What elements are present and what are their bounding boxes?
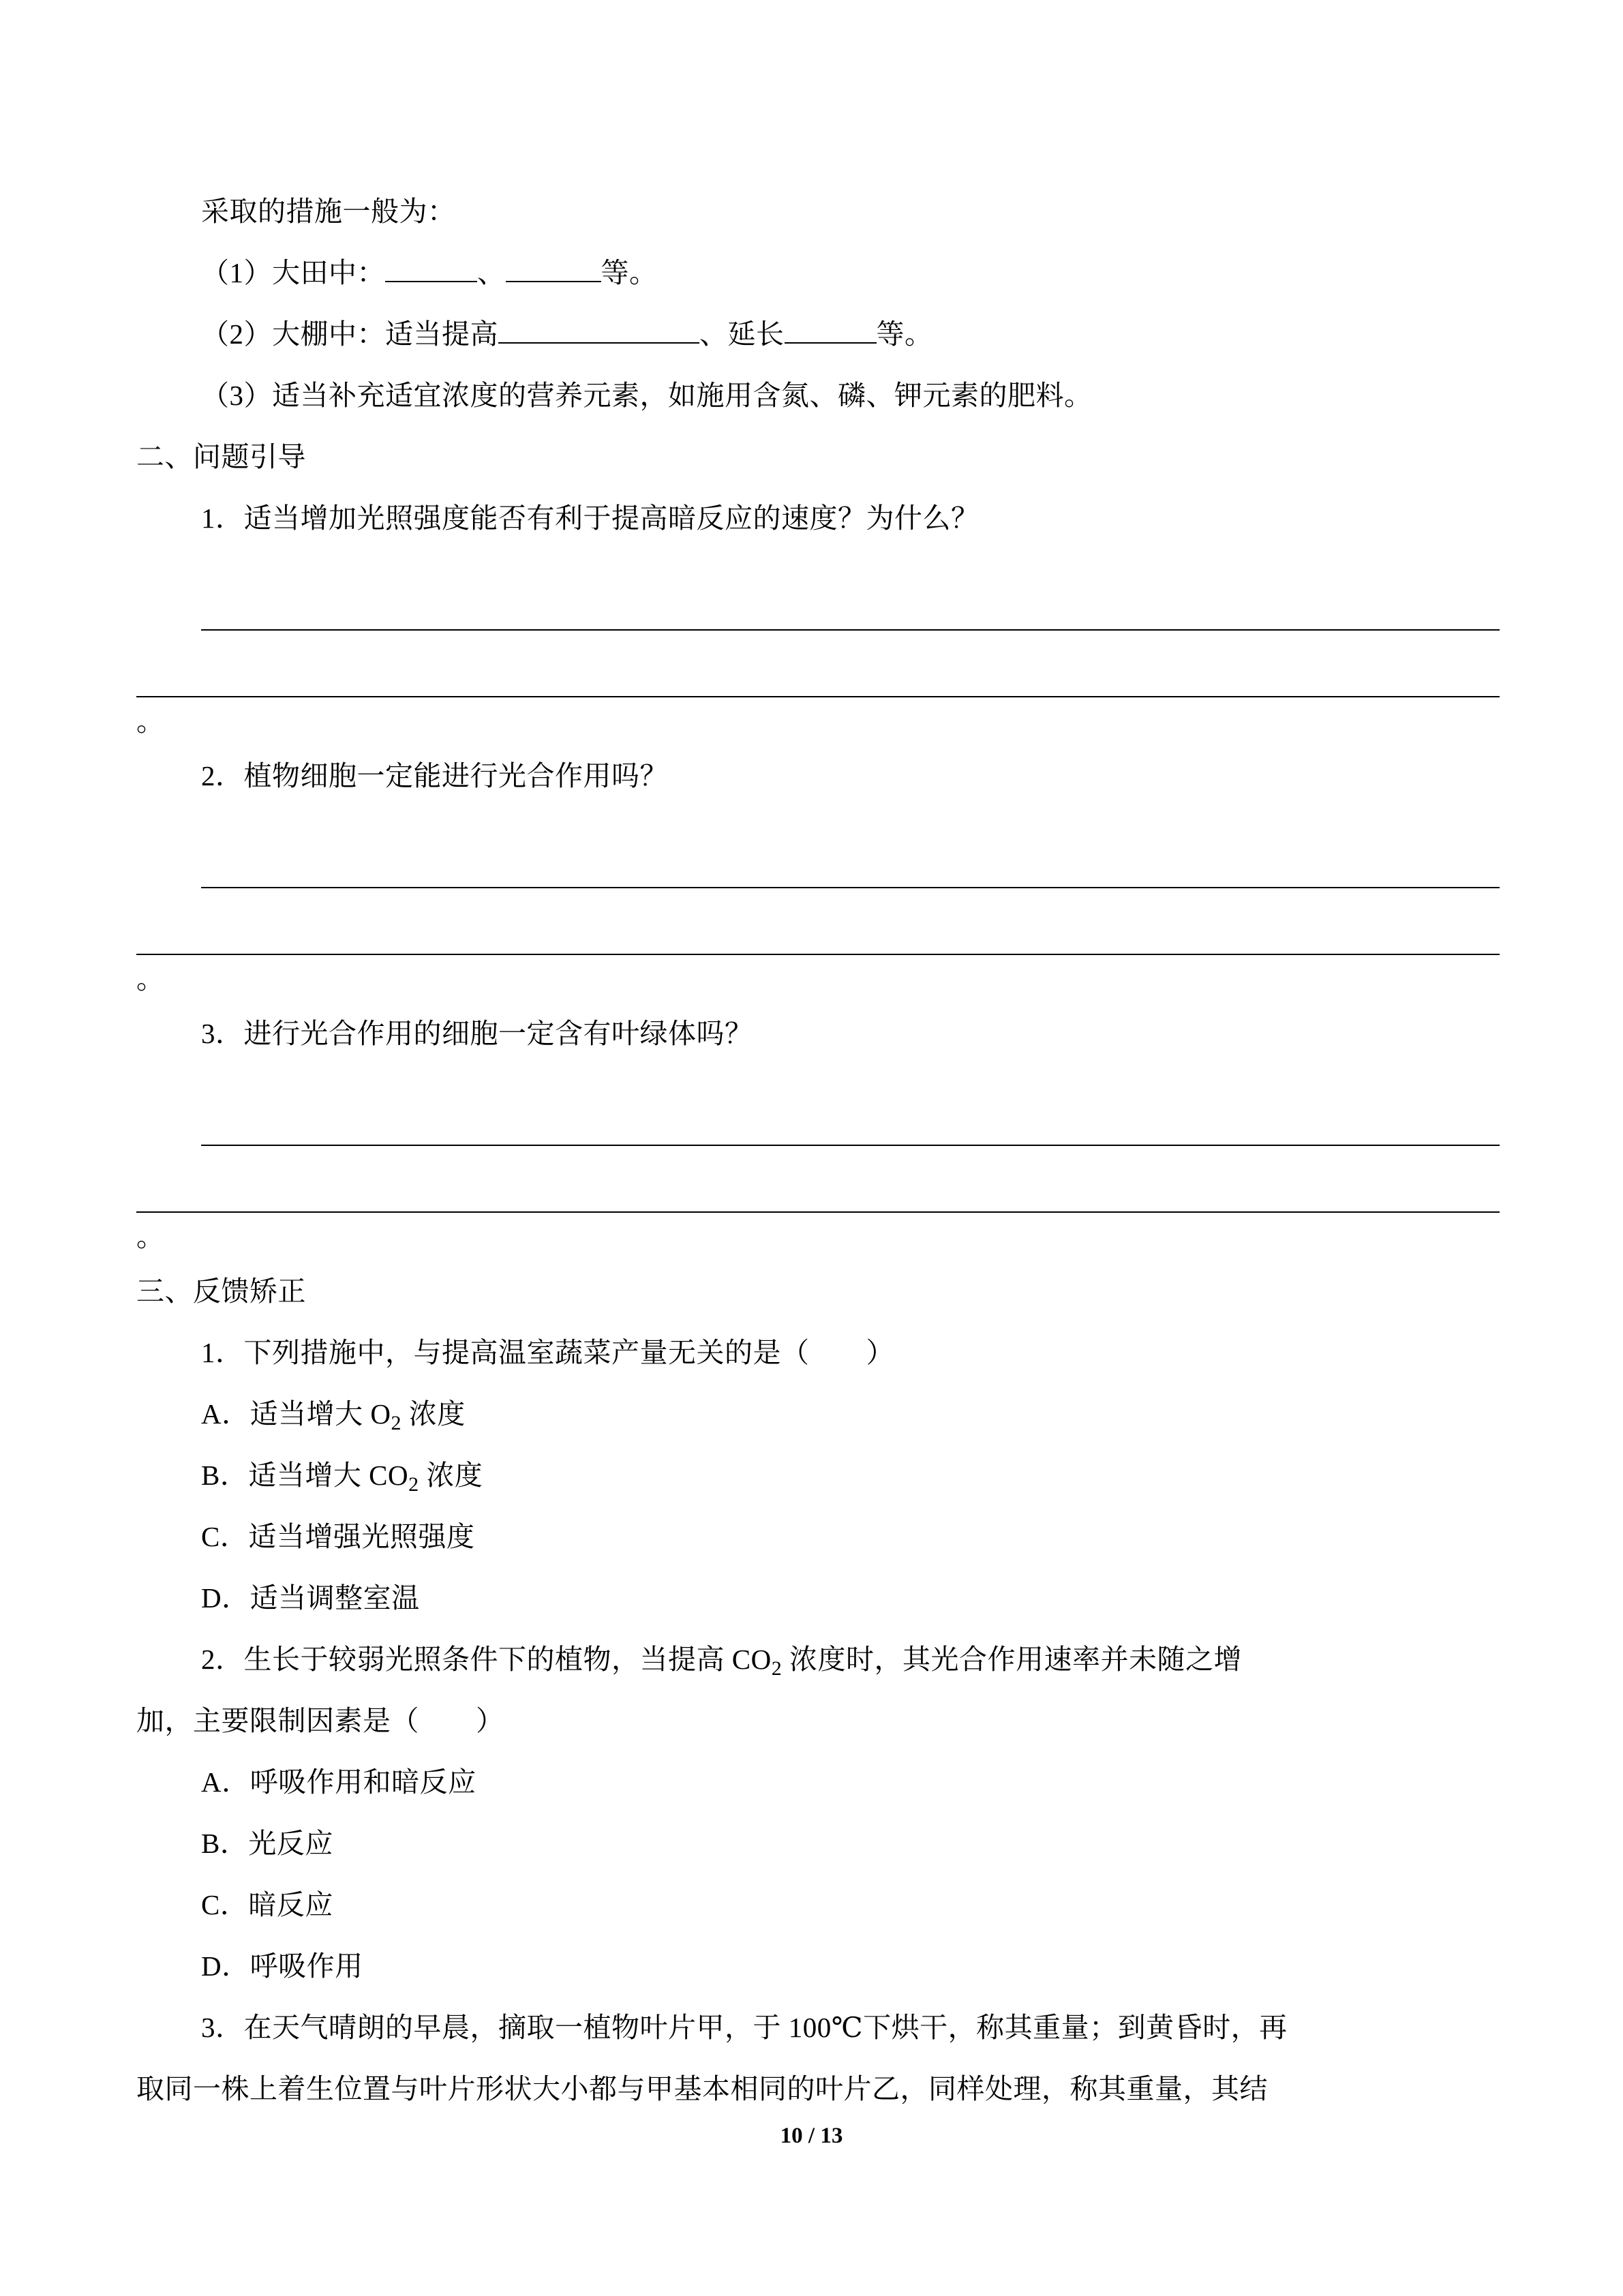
- answer-terminator-3: 。: [136, 1221, 164, 1252]
- list-item-2: [136, 303, 1500, 365]
- list-item-3: （3）适当补充适宜浓度的营养元素，如施用含氮、磷、钾元素的肥料。: [201, 380, 1093, 411]
- list-item-1: [136, 242, 1500, 303]
- answer-space-3b[interactable]: [136, 1146, 1500, 1211]
- q2-stem-tail: 浓度时，其光合作用速率并未随之增: [782, 1644, 1242, 1675]
- answer-space-1a[interactable]: [136, 549, 1500, 629]
- section-two-question-1: 1．适当增加光照强度能否有利于提高暗反应的速度？为什么？: [201, 502, 980, 534]
- feedback-question-2-option-b[interactable]: B．光反应: [201, 1828, 333, 1859]
- list-item-1-suffix: 等。: [601, 257, 658, 288]
- answer-terminator-1: 。: [136, 706, 164, 737]
- answer-space-1b[interactable]: [136, 631, 1500, 696]
- intro-line: 采取的措施一般为：: [201, 196, 456, 227]
- feedback-question-2-option-c[interactable]: C．暗反应: [201, 1889, 333, 1920]
- list-item-2-suffix: 等。: [876, 318, 933, 350]
- section-two-question-2: 2．植物细胞一定能进行光合作用吗？: [201, 760, 668, 791]
- blank-field-1a[interactable]: [385, 281, 477, 282]
- list-item-1-mid: 、: [477, 257, 506, 288]
- section-two-heading: 二、问题引导: [136, 441, 306, 472]
- feedback-question-3-line1: 3．在天气晴朗的早晨，摘取一植物叶片甲，于 100℃下烘干，称其重量；到黄昏时，再: [201, 2012, 1288, 2043]
- option-b-subscript: 2: [408, 1473, 419, 1496]
- list-item-1-prefix: （1）大田中：: [201, 257, 385, 288]
- list-item-2-prefix: （2）大棚中：适当提高: [201, 318, 498, 350]
- section-two-question-3: 3．进行光合作用的细胞一定含有叶绿体吗？: [201, 1018, 753, 1049]
- option-a-label: A．适当增大 O: [201, 1398, 391, 1430]
- feedback-question-2-stem-line1: [136, 1629, 1500, 1690]
- answer-terminator-2: 。: [136, 963, 164, 995]
- feedback-question-2-option-a[interactable]: A．呼吸作用和暗反应: [201, 1766, 476, 1798]
- blank-field-1b[interactable]: [506, 281, 601, 282]
- option-a-tail: 浓度: [401, 1398, 466, 1430]
- q2-stem-prefix: 2．生长于较弱光照条件下的植物，当提高 CO: [201, 1644, 772, 1675]
- feedback-question-2-stem-line2: 加，主要限制因素是（ ）: [136, 1705, 504, 1736]
- page-content: [136, 181, 1500, 2119]
- page-footer: 10 / 13: [780, 2124, 843, 2148]
- feedback-question-3-line2: 取同一株上着生位置与叶片形状大小都与甲基本相同的叶片乙，同样处理，称其重量，其结: [136, 2073, 1268, 2104]
- q2-stem-subscript: 2: [771, 1657, 783, 1680]
- feedback-question-1-option-c[interactable]: C．适当增强光照强度: [201, 1521, 475, 1552]
- answer-space-3a[interactable]: [136, 1064, 1500, 1145]
- feedback-question-2-option-d[interactable]: D．呼吸作用: [201, 1950, 363, 1982]
- blank-field-2a[interactable]: [498, 342, 699, 344]
- feedback-question-1-stem: 1．下列措施中，与提高温室蔬菜产量无关的是（ ）: [201, 1337, 894, 1368]
- feedback-question-1-option-b[interactable]: [136, 1445, 1500, 1506]
- option-a-subscript: 2: [391, 1412, 401, 1435]
- option-b-tail: 浓度: [419, 1460, 483, 1491]
- option-b-label: B．适当增大 CO: [201, 1460, 409, 1491]
- answer-space-2a[interactable]: [136, 806, 1500, 887]
- feedback-question-1-option-a[interactable]: [136, 1383, 1500, 1445]
- blank-field-2b[interactable]: [785, 342, 877, 344]
- answer-space-2b[interactable]: [136, 888, 1500, 954]
- feedback-question-1-option-d[interactable]: D．适当调整室温: [201, 1582, 420, 1614]
- section-three-heading: 三、反馈矫正: [136, 1275, 306, 1307]
- list-item-2-mid: 、延长: [699, 318, 785, 350]
